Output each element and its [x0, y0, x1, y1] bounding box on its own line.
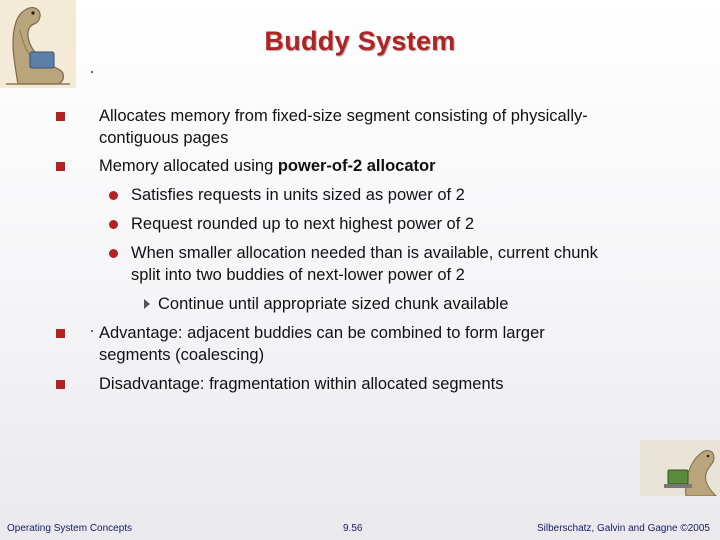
subsubbullet-continue: Continue until appropriate sized chunk available [158, 295, 509, 313]
bullet-power-of-2 [99, 155, 679, 177]
circle-bullet-icon [109, 191, 118, 200]
decor-dot [91, 330, 93, 332]
triangle-bullet-icon [144, 299, 150, 309]
decor-dot [91, 71, 93, 73]
square-bullet-icon [56, 380, 65, 389]
bullet-advantage: Advantage: adjacent buddies can be combined to form larger segments (coalescing) [99, 324, 545, 364]
footer-copyright: Silberschatz, Galvin and Gagne ©2005 [536, 523, 710, 534]
square-bullet-icon [56, 112, 65, 121]
subbullet-split: When smaller allocation needed than is available, current chunk split into two buddies of next-lower power of 2 [131, 244, 598, 284]
slide-title: Buddy System [264, 26, 456, 56]
subbullet-satisfies: Satisfies requests in units sized as power of 2 [131, 186, 465, 204]
footer-course: Operating System Concepts [7, 523, 133, 534]
circle-bullet-icon [109, 249, 118, 258]
circle-bullet-icon [109, 220, 118, 229]
subbullet-rounded: Request rounded up to next highest power of 2 [131, 215, 475, 233]
square-bullet-icon [56, 162, 65, 171]
bullet-prefix: Memory allocated using [99, 157, 278, 175]
footer-page-number: 9.56 [343, 523, 363, 534]
dinosaur-laptop-logo-icon [640, 440, 720, 496]
bullet-allocates: Allocates memory from fixed-size segment consisting of physically-contiguous pages [99, 107, 588, 147]
square-bullet-icon [56, 329, 65, 338]
bullet-bold-term: power-of-2 allocator [277, 157, 436, 175]
bullet-disadvantage: Disadvantage: fragmentation within allocated segments [99, 375, 504, 393]
